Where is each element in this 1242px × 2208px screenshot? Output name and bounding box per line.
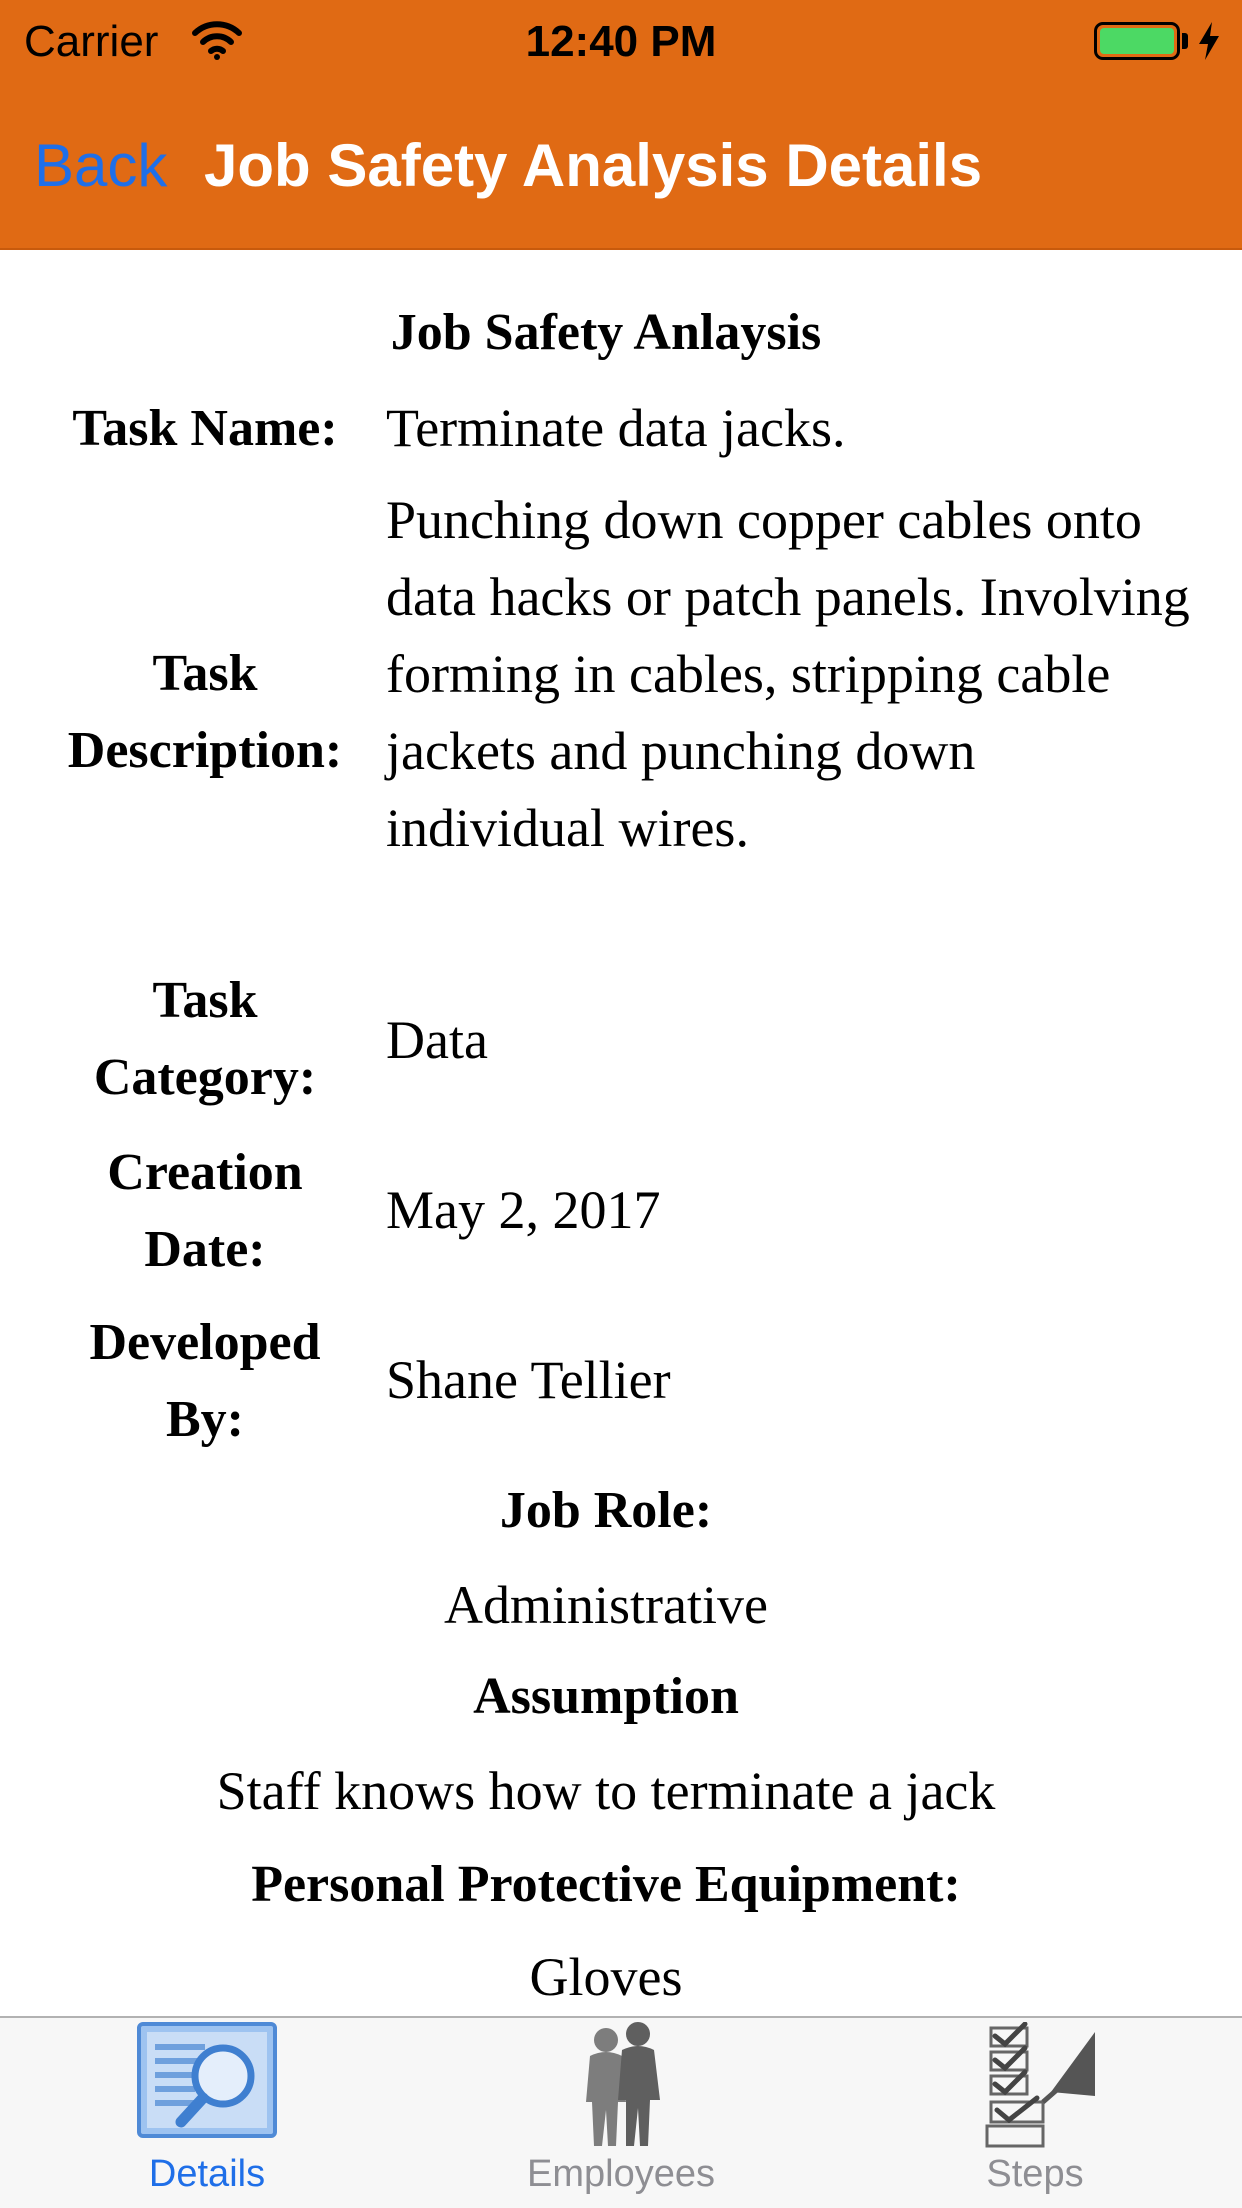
tab-bar [0,2016,1242,2208]
tab-employees-label: Employees [527,2153,715,2195]
checklist-icon [965,2022,1105,2148]
task-category-label: Task Category: [93,972,317,1106]
people-silhouette-icon [566,2022,676,2148]
ppe-heading: Personal Protective Equipment: [251,1856,961,1913]
job-role-heading: Job Role: [499,1482,713,1539]
tab-details-label: Details [148,2153,266,2195]
battery-level-fill [1100,28,1174,54]
ppe-value: Gloves [529,1947,683,2007]
job-role-value: Administrative [444,1575,768,1635]
status-time: 12:40 PM [525,17,717,66]
battery-icon [1094,22,1180,60]
task-name-value: Terminate data jacks. [386,398,846,458]
creation-date-value: May 2, 2017 [386,1180,661,1240]
page-title: Job Safety Analysis Details [204,132,983,199]
battery-tip [1182,33,1188,49]
task-category-value: Data [386,1010,488,1070]
app-header [0,0,1242,250]
details-content [0,250,1242,2016]
assumption-value: Staff knows how to terminate a jack [216,1761,996,1821]
navigation-bar [0,84,1242,248]
developed-by-label: Developed By: [89,1314,321,1448]
assumption-heading: Assumption [473,1668,739,1725]
task-description-label: Task Description: [67,645,343,779]
task-description-value: Punching down copper cables onto data hacks or patch panels. Involving forming in cables, stripping cable jackets and punching down individual wires. [386,490,1190,858]
details-heading: Job Safety Anlaysis [390,304,822,361]
back-button[interactable]: Back [34,132,168,199]
document-magnifier-icon [137,2022,277,2140]
status-bar [0,0,1242,84]
carrier-label: Carrier [24,17,159,66]
task-name-label: Task Name: [72,400,338,457]
tab-steps-label: Steps [986,2153,1084,2195]
developed-by-value: Shane Tellier [386,1350,671,1410]
tab-steps[interactable] [828,2018,1242,2208]
creation-date-label: Creation Date: [107,1144,303,1278]
tab-details[interactable] [0,2018,414,2208]
tab-employees[interactable] [414,2018,828,2208]
lightning-bolt-icon [1196,20,1222,62]
